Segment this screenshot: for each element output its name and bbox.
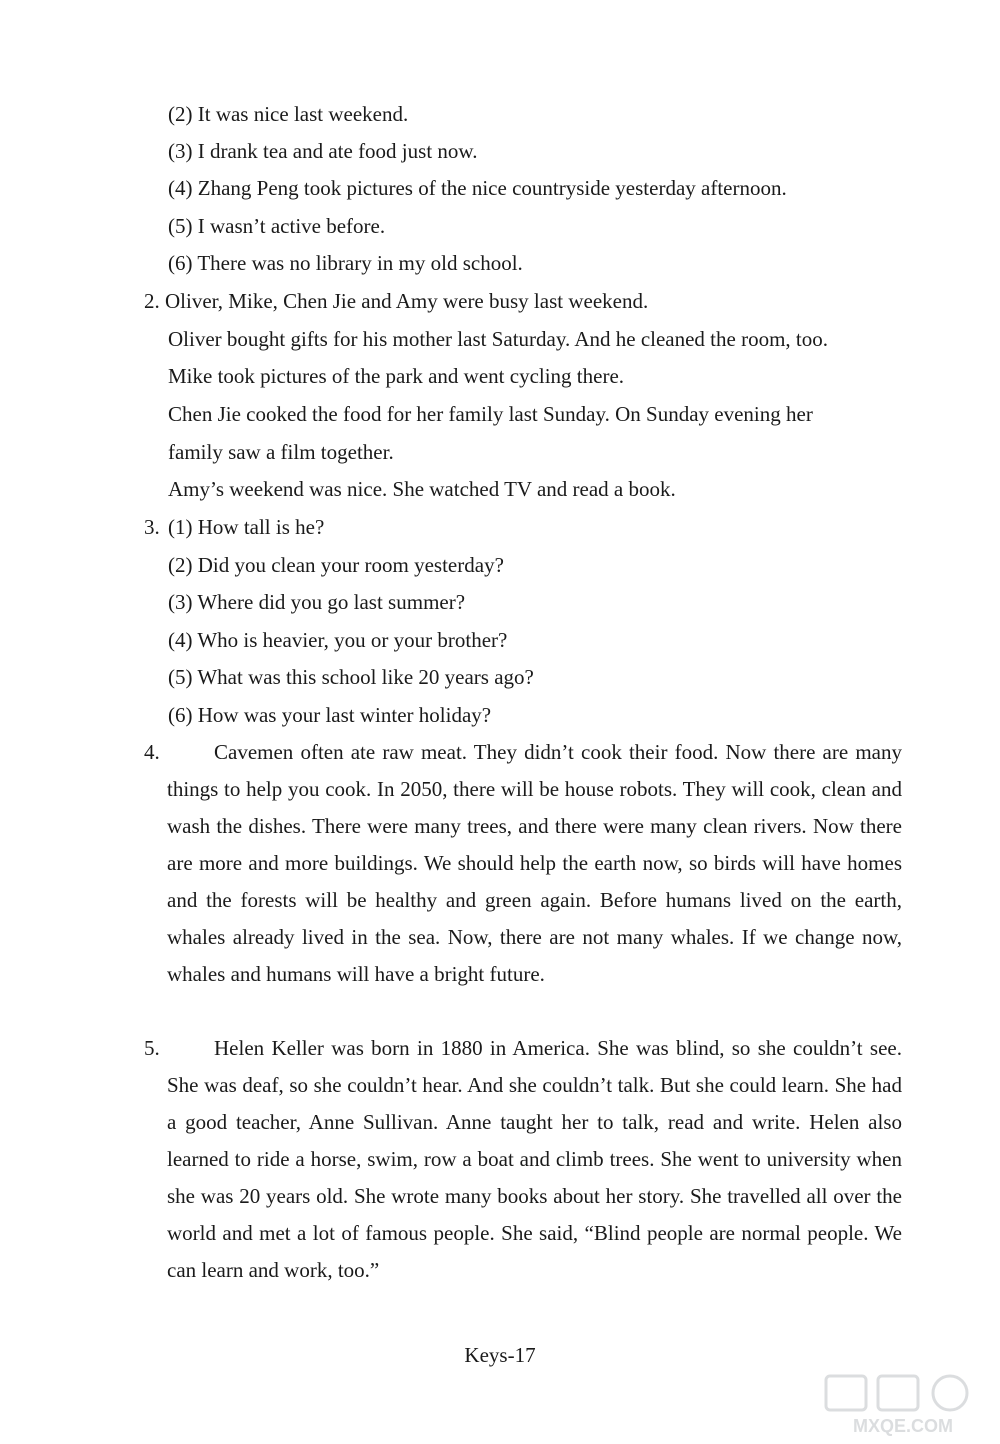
page-footer: Keys-17: [464, 1343, 536, 1367]
answer-1-2: (2) It was nice last weekend.: [168, 102, 409, 126]
section-4-number: 4.: [144, 740, 160, 764]
answer-3-5: (5) What was this school like 20 years ago?: [168, 665, 534, 689]
section-2-line: Chen Jie cooked the food for her family last Sunday. On Sunday evening her: [168, 402, 813, 426]
section-2-line: Oliver bought gifts for his mother last Saturday. And he cleaned the room, too.: [168, 327, 829, 351]
section-2-line: Mike took pictures of the park and went cycling there.: [168, 364, 625, 388]
answer-1-4: (4) Zhang Peng took pictures of the nice countryside yesterday afternoon.: [168, 176, 787, 200]
answer-3-3: (3) Where did you go last summer?: [168, 590, 466, 614]
answer-1-3: (3) I drank tea and ate food just now.: [168, 139, 478, 163]
answer-1-5: (5) I wasn’t active before.: [168, 214, 386, 238]
section-2-line: family saw a film together.: [168, 440, 394, 464]
answer-3-2: (2) Did you clean your room yesterday?: [168, 553, 504, 577]
answer-1-6: (6) There was no library in my old school.: [168, 251, 523, 275]
watermark-logo: [818, 1372, 988, 1438]
section-2-heading: 2. Oliver, Mike, Chen Jie and Amy were busy last weekend.: [144, 289, 649, 313]
answer-3-1: (1) How tall is he?: [168, 515, 325, 539]
watermark-text: MXQE.COM: [852, 1416, 954, 1436]
section-2-line: Amy’s weekend was nice. She watched TV and read a book.: [168, 477, 676, 501]
answer-3-4: (4) Who is heavier, you or your brother?: [168, 628, 508, 652]
answer-3-6: (6) How was your last winter holiday?: [168, 703, 492, 727]
section-5-number: 5.: [144, 1036, 160, 1060]
section-3-number: 3.: [144, 515, 160, 539]
section-5-paragraph: Helen Keller was born in 1880 in America. She was blind, so she couldn’t see. She was deaf, so she couldn’t hear. And she couldn’t talk. But she could learn. She had a good teacher, Anne Sullivan. Anne taught her to talk, read and write. Helen also learned to ride a horse, swim, row a boat and climb trees. She went to university when she was 20 years old. She wrote many books about her story. She travelled all over the world and met a lot of famous people. She said, “Blind people are normal people. We can learn and work, too.”: [167, 1036, 902, 1282]
section-4-paragraph: Cavemen often ate raw meat. They didn’t cook their food. Now there are many things to help you cook. In 2050, there will be house robots. They will cook, clean and wash the dishes. There were many trees, and there were many clean rivers. Now there are more and more buildings. We should help the earth now, so birds will have homes and the forests will be healthy and green again. Before humans lived on the earth, whales already lived in the sea. Now, there are not many whales. If we change now, whales and humans will have a bright future.: [167, 740, 902, 986]
